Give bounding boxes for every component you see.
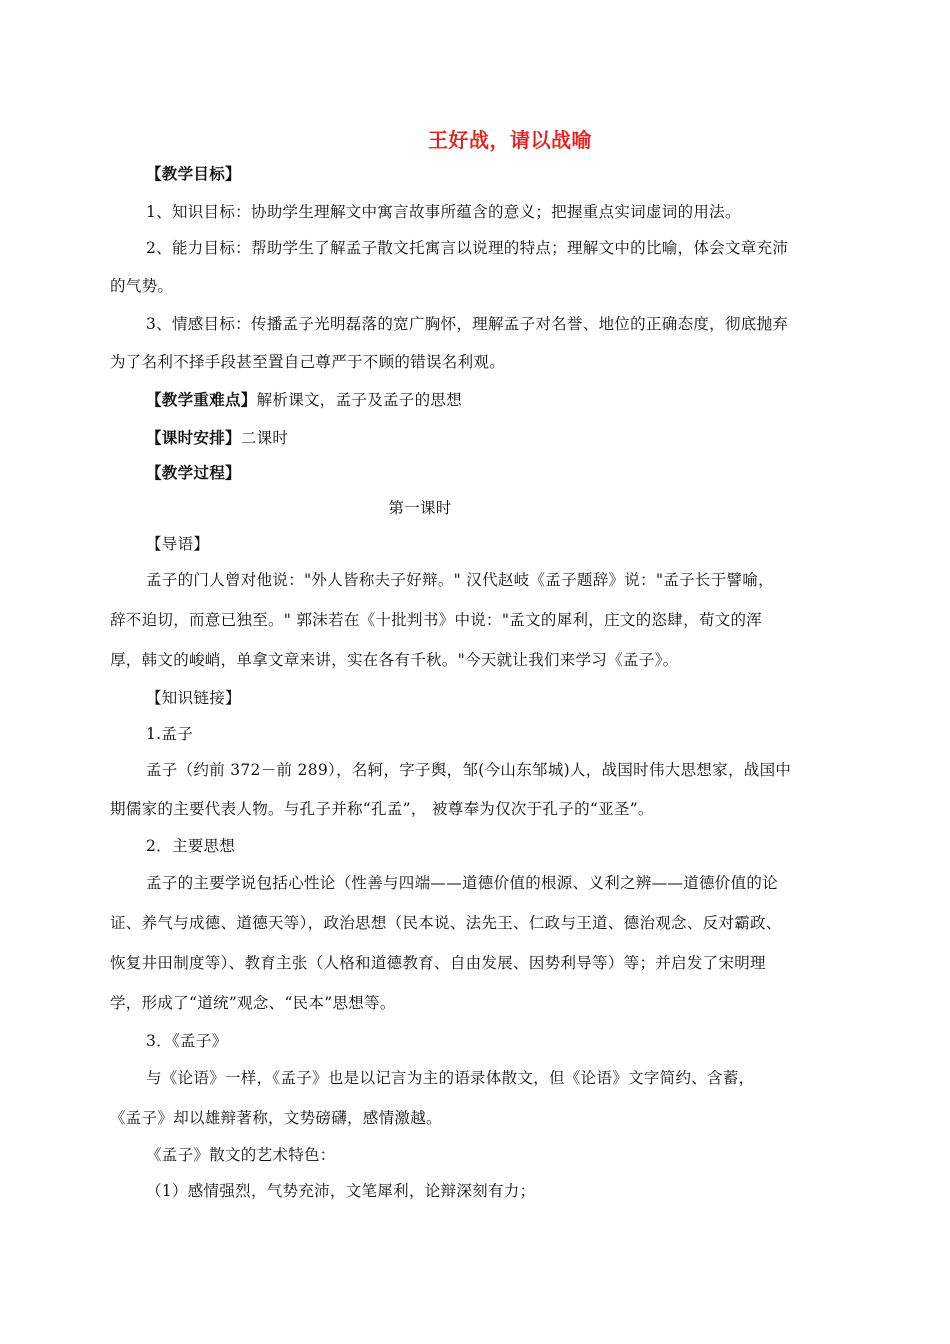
document-title: 王好战，请以战喻	[428, 128, 592, 152]
feature-1: （1）感情强烈，气势充沛，文笔犀利，论辩深刻有力；	[146, 1182, 536, 1200]
schedule-text: 二课时	[240, 429, 289, 447]
objective-emotion-line2: 为了名利不择手段甚至置自己尊严于不顾的错误名利观。	[110, 353, 506, 371]
features-heading: 《孟子》散文的艺术特色：	[146, 1146, 336, 1164]
lesson-one-heading: 第一课时	[388, 499, 452, 517]
thought-line1: 孟子的主要学说包括心性论（性善与四端——道德价值的根源、义利之辨——道德价值的论	[146, 874, 779, 892]
intro-line1: 孟子的门人曾对他说："外人皆称夫子好辩。" 汉代赵岐《孟子题辞》说："孟子长于譬喻，	[146, 571, 774, 589]
mencius-line2: 期儒家的主要代表人物。与孔子并称“孔孟”， 被尊奉为仅次于孔子的“亚圣”。	[110, 800, 654, 818]
thought-line2: 证、养气与成德、道德天等），政治思想（民本说、法先王、仁政与王道、德治观念、反对霸政、	[110, 914, 782, 932]
mencius-heading: 1.孟子	[146, 725, 193, 743]
mencius-line1: 孟子（约前 372－前 289），名轲，字子舆，邹(今山东邹城)人，战国时伟大思想家，战国中	[146, 761, 792, 779]
book-line2: 《孟子》却以雄辩著称，文势磅礴，感情激越。	[110, 1109, 442, 1127]
key-points-row	[146, 390, 462, 410]
schedule-heading: 【课时安排】	[146, 429, 241, 447]
objectives-heading: 【教学目标】	[146, 165, 241, 183]
book-heading: 3．《孟子》	[146, 1032, 228, 1050]
objective-ability-line2: 的气势。	[110, 277, 174, 295]
book-line1: 与《论语》一样，《孟子》也是以记言为主的语录体散文，但《论语》文字简约、含蓄，	[146, 1069, 755, 1087]
key-points-heading: 【教学重难点】	[146, 391, 257, 409]
intro-line2: 辞不迫切，而意已独至。" 郭沫若在《十批判书》中说："孟文的犀利，庄文的恣肆，荀文的浑	[110, 611, 763, 629]
key-points-text: 解析课文，孟子及孟子的思想	[256, 391, 463, 409]
thought-line4: 学，形成了“道统”观念、“民本”思想等。	[110, 994, 396, 1012]
objective-ability-line1: 2、能力目标：帮助学生了解孟子散文托寓言以说理的特点；理解文中的比喻，体会文章充沛	[146, 239, 789, 257]
thought-line3: 恢复井田制度等）、教育主张（人格和道德教育、自由发展、因势利导等）等；并启发了宋明理	[110, 954, 766, 972]
objective-emotion-line1: 3、情感目标：传播孟子光明磊落的宽广胸怀，理解孟子对名誉、地位的正确态度，彻底抛弃	[146, 315, 789, 333]
knowledge-link-heading: 【知识链接】	[146, 689, 241, 707]
schedule-row	[146, 428, 288, 448]
thought-heading: 2．主要思想	[146, 837, 236, 855]
process-heading: 【教学过程】	[146, 464, 241, 482]
objective-knowledge: 1、知识目标：协助学生理解文中寓言故事所蕴含的意义；把握重点实词虚词的用法。	[146, 203, 741, 221]
intro-line3: 厚，韩文的峻峭，单拿文章来讲，实在各有千秋。"今天就让我们来学习《孟子》。	[110, 651, 679, 669]
intro-heading: 【导语】	[146, 535, 210, 553]
